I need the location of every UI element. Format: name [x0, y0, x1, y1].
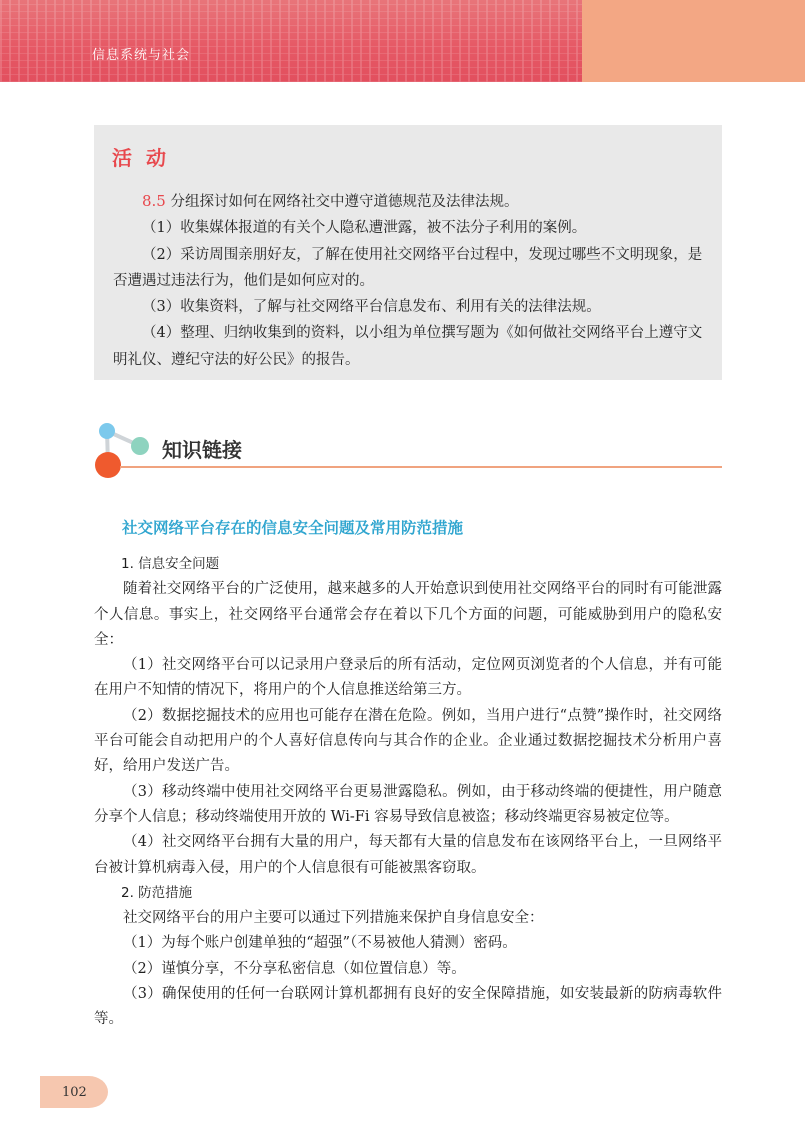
paragraph: 随着社交网络平台的广泛使用，越来越多的人开始意识到使用社交网络平台的同时有可能泄露个人信息。事实上，社交网络平台通常会存在着以下几个方面的问题，可能威胁到用户的隐私安全：	[94, 581, 722, 648]
measure-item: （1）为每个账户创建单独的“超强”（不易被他人猜测）密码。	[123, 935, 517, 952]
subheading-security-issues: 1. 信息安全问题	[121, 556, 220, 572]
page-number: 102	[62, 1085, 87, 1100]
activity-title: 活动	[112, 146, 180, 170]
activity-item: （2）采访周围亲朋好友，了解在使用社交网络平台过程中，发现过哪些不文明现象，是否遭遇过违法行为，他们是如何应对的。	[113, 246, 703, 289]
header-title: 信息系统与社会	[92, 48, 191, 63]
measure-item: （3）确保使用的任何一台联网计算机都拥有良好的安全保障措施，如安装最新的防病毒软件等。	[94, 986, 722, 1028]
problem-item: （1）社交网络平台可以记录用户登录后的所有活动，定位网页浏览者的个人信息，并有可能在用户不知情的情况下，将用户的个人信息推送给第三方。	[94, 657, 722, 699]
header-banner	[0, 0, 582, 82]
activity-item: （3）收集资料，了解与社交网络平台信息发布、利用有关的法律法规。	[142, 299, 601, 316]
molecule-icon	[90, 420, 160, 480]
knowledge-link-title: 知识链接	[162, 438, 242, 462]
page-header	[0, 0, 805, 82]
activity-item: （1）收集媒体报道的有关个人隐私遭泄露，被不法分子利用的案例。	[142, 220, 587, 237]
measure-item: （2）谨慎分享，不分享私密信息（如位置信息）等。	[123, 960, 466, 977]
activity-number: 8.5	[142, 192, 166, 210]
knowledge-link-body	[94, 552, 722, 1033]
problem-item: （3）移动终端中使用社交网络平台更易泄露隐私。例如，由于移动终端的便捷性，用户随意分享个人信息；移动终端使用开放的 Wi-Fi 容易导致信息被盗；移动终端更容易被定位等。	[94, 783, 722, 825]
activity-content	[113, 188, 705, 373]
paragraph: 社交网络平台的用户主要可以通过下列措施来保护自身信息安全：	[123, 910, 544, 927]
section-title: 社交网络平台存在的信息安全问题及常用防范措施	[122, 518, 464, 537]
knowledge-link-divider	[120, 466, 722, 468]
activity-intro: 8.5 分组探讨如何在网络社交中遵守道德规范及法律法规。	[142, 192, 519, 210]
problem-item: （4）社交网络平台拥有大量的用户，每天都有大量的信息发布在该网络平台上，一旦网络平台被计算机病毒入侵，用户的个人信息很有可能被黑客窃取。	[94, 834, 722, 876]
activity-item: （4）整理、归纳收集到的资料，以小组为单位撰写题为《如何做社交网络平台上遵守文明礼仪、遵纪守法的好公民》的报告。	[113, 325, 703, 368]
subheading-measures: 2. 防范措施	[121, 884, 193, 901]
header-accent-block	[582, 0, 805, 82]
problem-item: （2）数据挖掘技术的应用也可能存在潜在危险。例如，当用户进行“点赞”操作时，社交网络平台可能会自动把用户的个人喜好信息传向与其合作的企业。企业通过数据挖掘技术分析用户喜好，给用户发送广告。	[94, 707, 722, 775]
